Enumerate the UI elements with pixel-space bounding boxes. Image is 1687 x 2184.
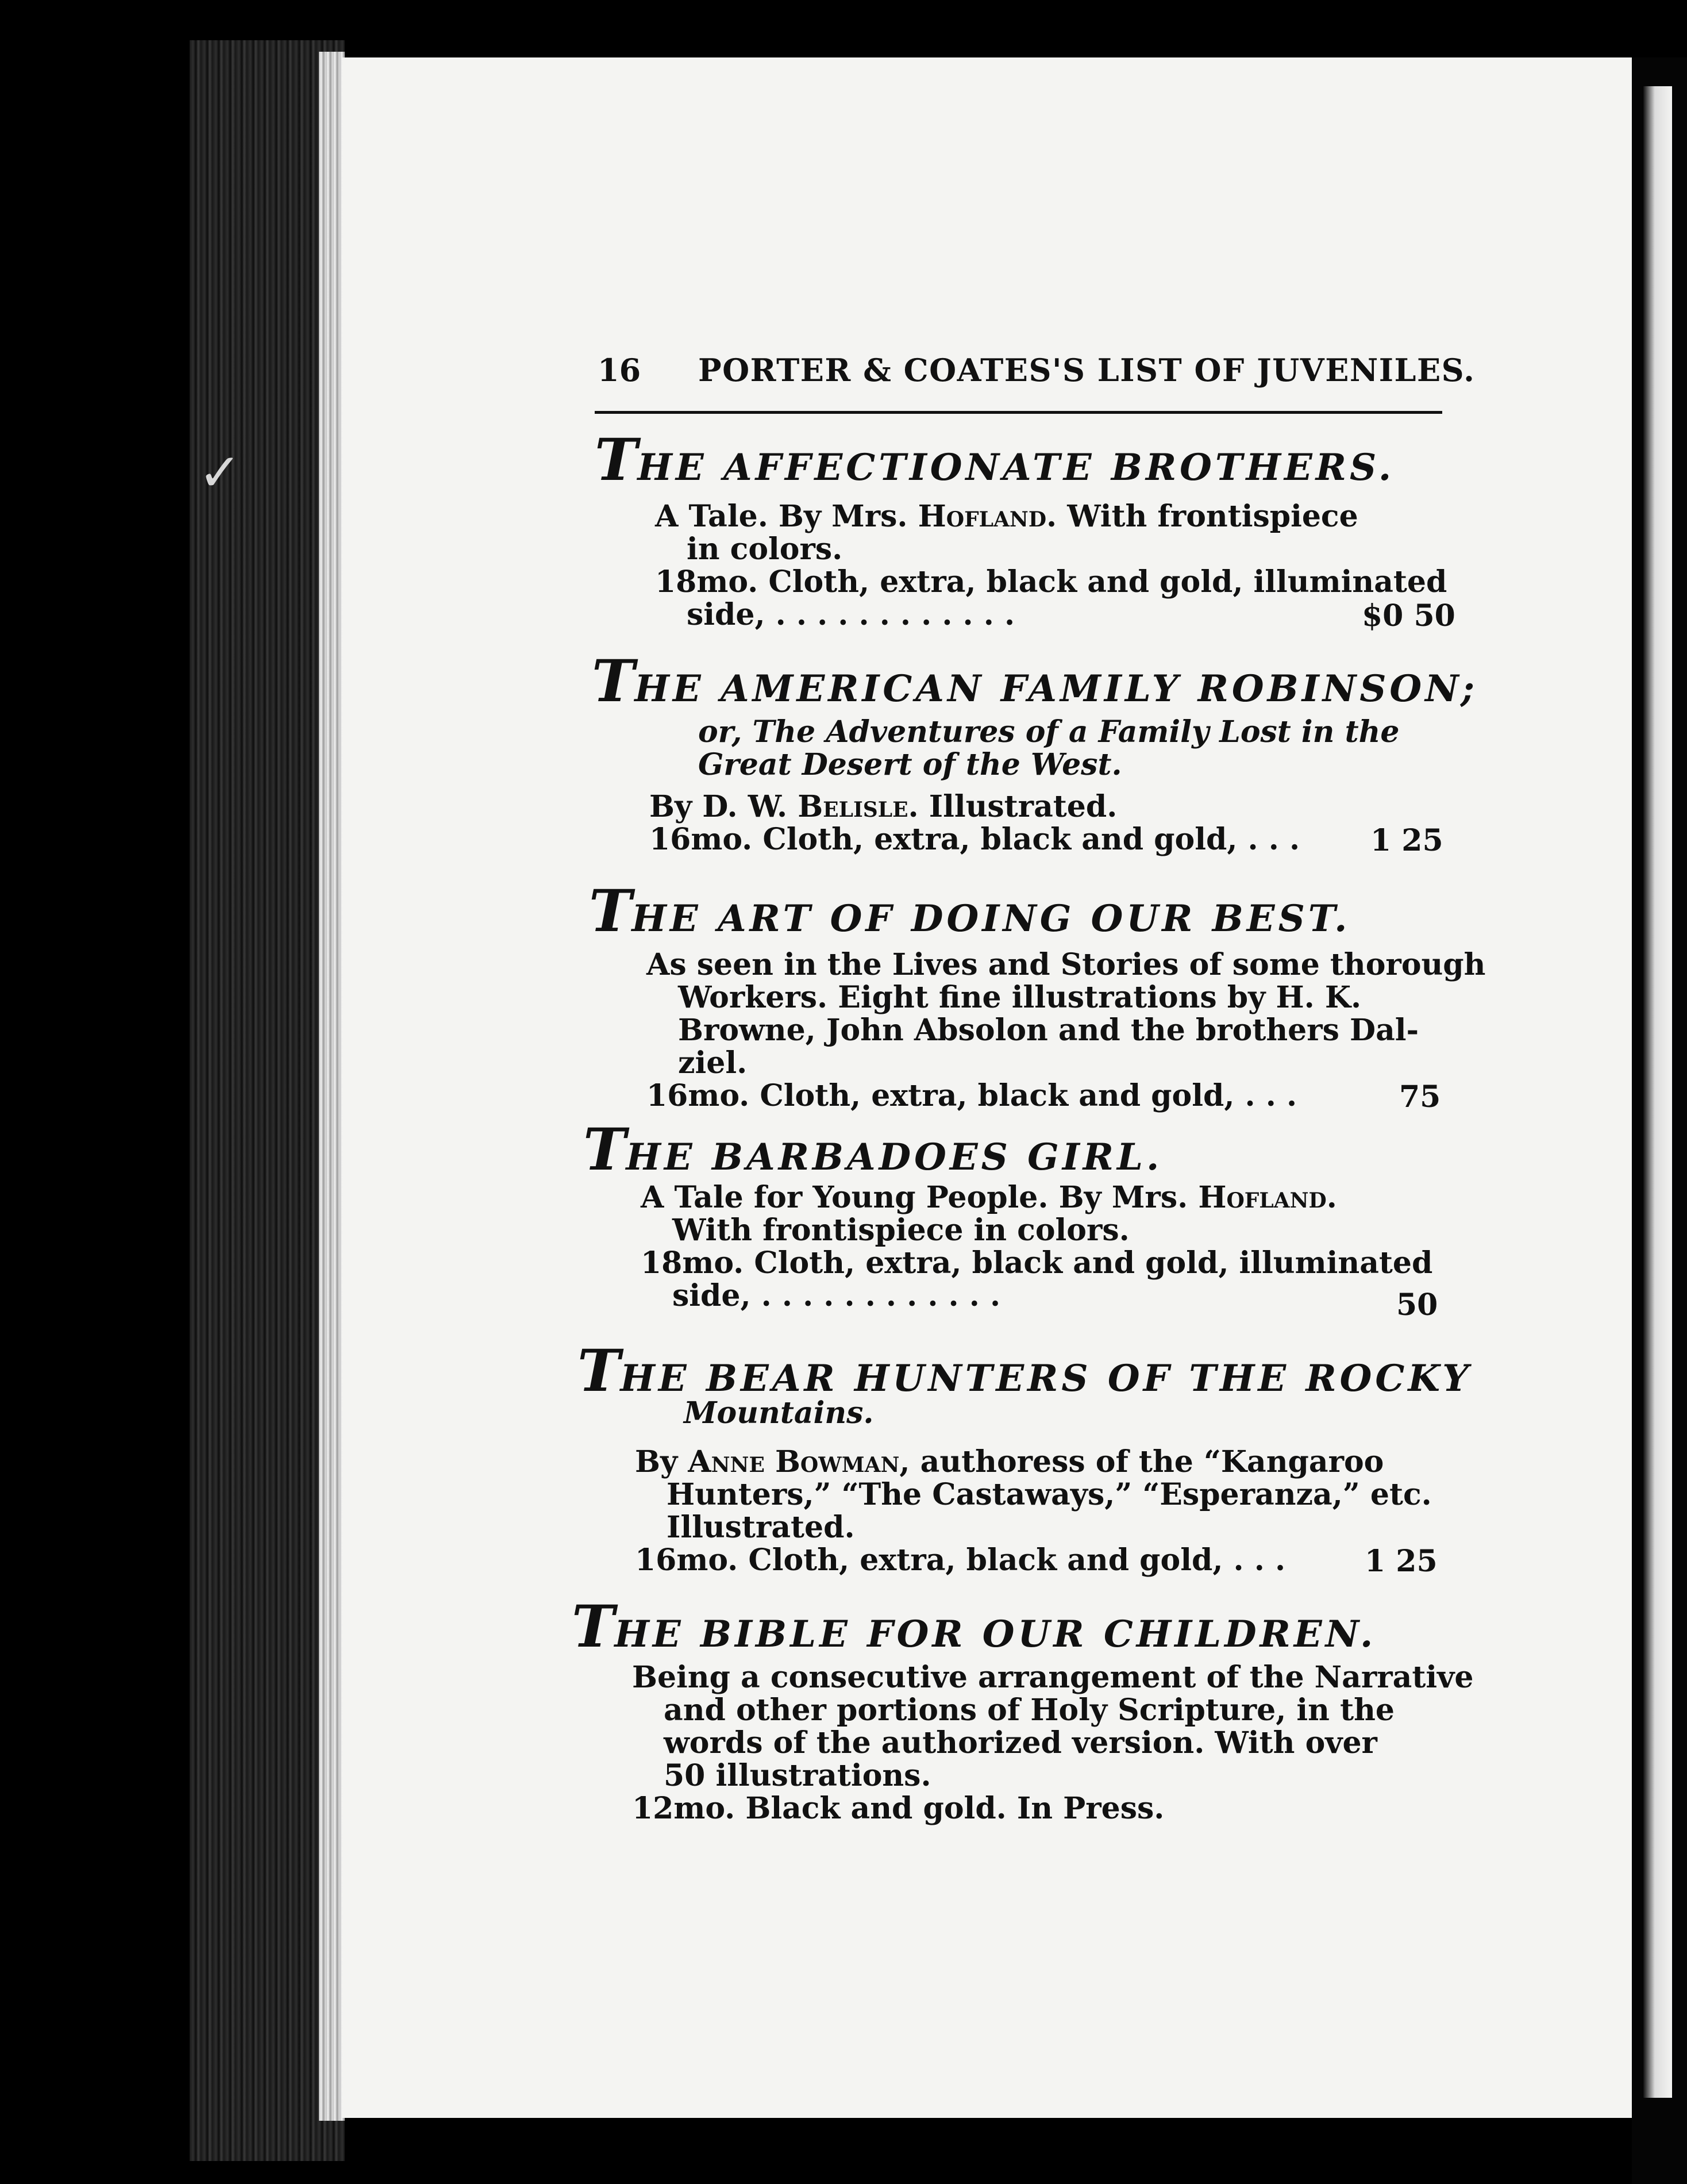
entry-title: THE BARBADOES GIRL. [583, 1116, 1163, 1183]
entry-title: THE BEAR HUNTERS OF THE ROCKY [577, 1337, 1472, 1405]
catalog-entry [595, 426, 1395, 494]
catalog-entry [592, 649, 1478, 713]
entry-description: A Tale for Young People. By Mrs. Hofland. With frontispiece in colors. 18mo. Cloth, extra, black and gold, illuminated side, . . . . . . . . . . . . [641, 1180, 1433, 1313]
entry-title: THE AFFECTIONATE BROTHERS. [595, 426, 1395, 494]
header-rule [595, 411, 1442, 414]
price: 75 [1399, 1079, 1441, 1114]
entry-title: THE ART OF DOING OUR BEST. [589, 877, 1351, 945]
entry-subtitle: or, The Adventures of a Family Lost in the Great Desert of the West. [698, 714, 1400, 782]
entry-subtitle: Mountains. [684, 1395, 874, 1431]
page-edges [319, 52, 345, 2121]
price: 50 [1396, 1287, 1438, 1322]
price: $0 50 [1362, 598, 1455, 633]
entry-description: A Tale. By Mrs. Hofland. With frontispiece in colors. 18mo. Cloth, extra, black and gold, illuminated side, . . . . . . . . . . . . [655, 499, 1447, 632]
catalog-entry [572, 1595, 1376, 1658]
entry-title: THE BIBLE FOR OUR CHILDREN. [572, 1593, 1377, 1660]
tick-mark: ✓ [198, 443, 242, 503]
facing-page-edge [1643, 86, 1672, 2098]
price: 1 25 [1365, 1544, 1438, 1579]
catalog-entry [583, 1118, 1162, 1181]
page-number: 16 [598, 352, 641, 389]
running-title: PORTER & COATES'S LIST OF JUVENILES. [698, 352, 1476, 389]
running-header [598, 352, 1476, 398]
price: 1 25 [1370, 823, 1443, 858]
catalog-entry [589, 879, 1350, 943]
catalog-entry [577, 1337, 1472, 1405]
entry-description: By Anne Bowman, authoress of the “Kangaroo Hunters,” “The Castaways,” “Esperanza,” etc. Illustrated. 16mo. Cloth, extra, black and gold, . . . [635, 1444, 1432, 1578]
entry-description: By D. W. Belisle. Illustrated. 16mo. Cloth, extra, black and gold, . . . [649, 789, 1300, 857]
entry-description: Being a consecutive arrangement of the Narrative and other portions of Holy Scripture, in the words of the authorized version. With over 50 illustrations. 12mo. Black and gold. In Press. [632, 1660, 1474, 1826]
entry-title: THE AMERICAN FAMILY ROBINSON; [592, 647, 1478, 715]
entry-description: As seen in the Lives and Stories of some thorough Workers. Eight fine illustrations by H. K. Browne, John Absolon and the brothers Dal- ziel. 16mo. Cloth, extra, black and gold, . . . [646, 947, 1486, 1113]
